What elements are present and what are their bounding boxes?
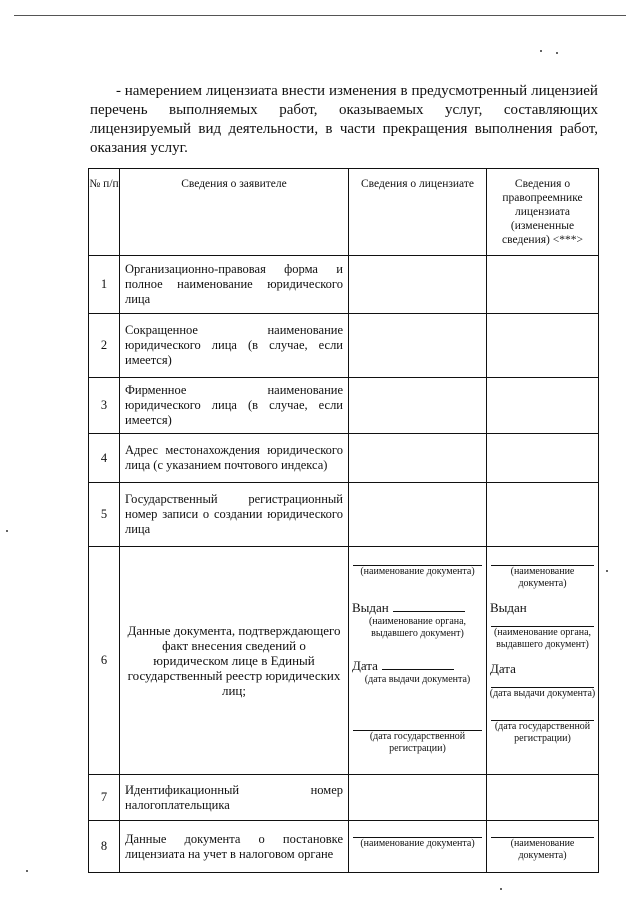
licensee-cell bbox=[349, 775, 487, 821]
table-row bbox=[89, 821, 599, 873]
issued-label: Выдан bbox=[352, 600, 389, 615]
licensee-cell bbox=[349, 314, 487, 378]
intro-word: изменения bbox=[329, 83, 397, 99]
successor-cell bbox=[487, 314, 599, 378]
row-description: Идентификационный номер налогоплательщика bbox=[120, 775, 349, 821]
intro-word: вид bbox=[198, 121, 222, 137]
header-applicant: Сведения о заявителе bbox=[120, 169, 349, 256]
intro-line-2 bbox=[90, 101, 598, 120]
successor-cell bbox=[487, 434, 599, 483]
issue-date-caption: (дата выдачи документа) bbox=[489, 688, 596, 699]
intro-word: лицензиата bbox=[205, 83, 278, 99]
successor-cell bbox=[487, 547, 599, 775]
issue-date-caption: (дата выдачи документа) bbox=[364, 674, 471, 685]
table-header-row bbox=[89, 169, 599, 256]
successor-cell bbox=[487, 256, 599, 314]
doc-name-caption: (наименование документа) bbox=[360, 838, 475, 849]
table-row bbox=[89, 483, 599, 547]
licensee-cell bbox=[349, 378, 487, 434]
licensee-cell bbox=[349, 434, 487, 483]
intro-word: работ, bbox=[559, 121, 598, 137]
intro-line-4: оказания услуг. bbox=[90, 140, 188, 156]
intro-word: лицензией bbox=[531, 83, 598, 99]
date-field bbox=[349, 658, 486, 674]
row-number: 5 bbox=[89, 483, 120, 547]
intro-word: - намерением bbox=[116, 83, 202, 99]
row-number: 2 bbox=[89, 314, 120, 378]
row-description: Государственный регистрационный номер записи о создании юридического лица bbox=[120, 483, 349, 547]
intro-word: составляющих bbox=[503, 102, 598, 118]
successor-cell bbox=[487, 483, 599, 547]
scan-speck bbox=[540, 50, 542, 52]
date-label: Дата bbox=[352, 658, 378, 673]
intro-word: в bbox=[400, 83, 408, 99]
row-description: Адрес местонахождения юридического лица (с указанием почтового индекса) bbox=[120, 434, 349, 483]
row-description: Организационно-правовая форма и полное наименование юридического лица bbox=[120, 256, 349, 314]
date-label: Дата bbox=[490, 661, 516, 676]
scan-speck bbox=[606, 570, 608, 572]
doc-name-caption: (наименование документа) bbox=[510, 566, 575, 589]
successor-cell bbox=[487, 775, 599, 821]
row-description: Данные документа о постановке лицензиата на учет в налоговом органе bbox=[120, 821, 349, 873]
header-successor: Сведения о правопреемнике лицензиата (измененные сведения) <***> bbox=[487, 169, 599, 256]
doc-name-caption: (наименование документа) bbox=[510, 838, 575, 861]
intro-word: перечень bbox=[90, 102, 148, 118]
row-description: Сокращенное наименование юридического лица (в случае, если имеется) bbox=[120, 314, 349, 378]
doc-name-caption: (наименование документа) bbox=[360, 566, 475, 577]
intro-word: выполнения bbox=[474, 121, 553, 137]
intro-line-1 bbox=[90, 82, 598, 101]
licensee-cell bbox=[349, 547, 487, 775]
scan-speck bbox=[26, 870, 28, 872]
successor-cell bbox=[487, 821, 599, 873]
licensee-cell bbox=[349, 256, 487, 314]
table-row bbox=[89, 256, 599, 314]
header-licensee: Сведения о лицензиате bbox=[349, 169, 487, 256]
licensee-cell bbox=[349, 483, 487, 547]
reg-date-caption: (дата государственной регистрации) bbox=[369, 731, 466, 754]
intro-line-3 bbox=[90, 120, 598, 139]
intro-word: в bbox=[325, 121, 333, 137]
table-row bbox=[89, 378, 599, 434]
row-number: 8 bbox=[89, 821, 120, 873]
intro-word: части bbox=[339, 121, 376, 137]
successor-cell bbox=[487, 378, 599, 434]
issued-label: Выдан bbox=[490, 600, 527, 615]
row-number: 4 bbox=[89, 434, 120, 483]
licensee-cell bbox=[349, 821, 487, 873]
intro-word: деятельности, bbox=[228, 121, 319, 137]
scan-speck bbox=[556, 52, 558, 54]
issued-field bbox=[349, 600, 486, 616]
reg-date-caption: (дата государственной регистрации) bbox=[494, 721, 591, 744]
top-rule bbox=[14, 15, 626, 16]
issuer-caption: (наименование органа, выдавшего документ) bbox=[493, 627, 592, 650]
intro-paragraph bbox=[90, 82, 598, 158]
issuer-caption: (наименование органа, выдавшего документ) bbox=[368, 616, 467, 639]
intro-word: прекращения bbox=[382, 121, 468, 137]
row-number: 3 bbox=[89, 378, 120, 434]
intro-word: оказываемых bbox=[338, 102, 424, 118]
table-row bbox=[89, 775, 599, 821]
intro-word: лицензируемый bbox=[90, 121, 192, 137]
header-num: № п/п bbox=[89, 169, 120, 256]
scan-speck bbox=[500, 888, 502, 890]
table-row bbox=[89, 434, 599, 483]
scan-speck bbox=[6, 530, 8, 532]
intro-word: внести bbox=[281, 83, 326, 99]
intro-word: предусмотренный bbox=[411, 83, 528, 99]
intro-word: услуг, bbox=[444, 102, 483, 118]
row-number: 6 bbox=[89, 547, 120, 775]
row-number: 7 bbox=[89, 775, 120, 821]
row-description: Данные документа, подтверждающего факт внесения сведений о юридическом лице в Единый государственный реестр юридических лиц; bbox=[120, 547, 349, 775]
applicant-info-table bbox=[88, 168, 599, 873]
table-row bbox=[89, 547, 599, 775]
row-number: 1 bbox=[89, 256, 120, 314]
intro-word: работ, bbox=[279, 102, 318, 118]
row-description: Фирменное наименование юридического лица (в случае, если имеется) bbox=[120, 378, 349, 434]
intro-word: выполняемых bbox=[169, 102, 258, 118]
table-row bbox=[89, 314, 599, 378]
